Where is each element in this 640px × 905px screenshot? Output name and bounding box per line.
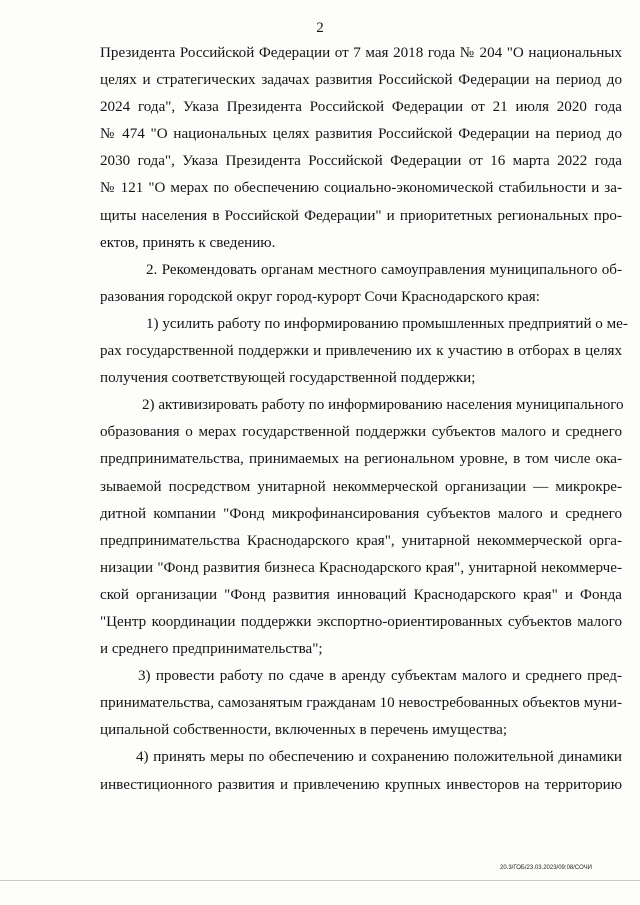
list-item-2-start: 2) активизировать работу по информированию населения муниципального bbox=[142, 397, 624, 414]
text-line: "Центр координации поддержки экспортно-ориентированных субъектов малого bbox=[100, 613, 622, 630]
text-line: дитной компании "Фонд микрофинансирования субъектов малого и среднего bbox=[100, 505, 622, 522]
text-line: № 121 "О мерах по обеспечению социально-экономической стабильности и за- bbox=[100, 180, 622, 197]
text-line: ской организации "Фонд развития инноваций Краснодарского края" и Фонда bbox=[100, 586, 622, 603]
text-line: Президента Российской Федерации от 7 мая 2018 года № 204 "О национальных bbox=[100, 45, 622, 61]
text-line: инвестиционного развития и привлечению крупных инвесторов на территорию bbox=[100, 776, 622, 793]
text-line: целях и стратегических задачах развития Российской Федерации на период до bbox=[100, 72, 622, 89]
text-line: разования городской округ город-курорт Сочи Краснодарского края: bbox=[100, 288, 540, 305]
document-body bbox=[100, 40, 628, 799]
page-number: 2 bbox=[316, 20, 324, 36]
text-line: № 474 "О национальных целях развития Российской Федерации на период до bbox=[100, 126, 622, 143]
text-line: предпринимательства Краснодарского края", унитарной некоммерческой орга- bbox=[100, 532, 622, 549]
text-line: получения соответствующей государственной поддержки; bbox=[100, 370, 476, 387]
text-line: образования о мерах государственной поддержки субъектов малого и среднего bbox=[100, 424, 622, 441]
scan-edge-divider bbox=[0, 880, 640, 881]
text-line: ципальной собственности, включенных в перечень имущества; bbox=[100, 722, 508, 739]
text-line: предпринимательства, принимаемых на региональном уровне, в том числе ока- bbox=[100, 451, 622, 468]
text-line: ектов, принять к сведению. bbox=[100, 234, 276, 251]
list-item-4-start: 4) принять меры по обеспечению и сохранению положительной динамики bbox=[136, 749, 622, 766]
text-line: принимательства, самозанятым гражданам 10 невостребованных объектов муни- bbox=[100, 695, 622, 712]
text-line: рах государственной поддержки и привлечению их к участию в отборах в целях bbox=[100, 343, 622, 360]
text-line: и среднего предпринимательства"; bbox=[100, 641, 323, 658]
text-line: зываемой посредством унитарной некоммерческой организации — микрокре- bbox=[100, 478, 622, 495]
text-line: низации "Фонд развития бизнеса Краснодарского края", унитарной некоммерче- bbox=[100, 559, 622, 576]
text-line: 2024 года", Указа Президента Российской Федерации от 21 июля 2020 года bbox=[100, 99, 622, 116]
document-registration-code: 20.3/ГОБ/23.03.2023/09:08/СОЧИ bbox=[500, 865, 592, 871]
list-item-3-start: 3) провести работу по сдаче в аренду субъектам малого и среднего пред- bbox=[138, 668, 622, 685]
list-item-1-start: 1) усилить работу по информированию промышленных предприятий о ме- bbox=[146, 315, 628, 332]
text-line: щиты населения в Российской Федерации" и приоритетных региональных про- bbox=[100, 207, 622, 224]
paragraph-2-start: 2. Рекомендовать органам местного самоуправления муниципального об- bbox=[146, 261, 622, 278]
text-line: 2030 года", Указа Президента Российской Федерации от 16 марта 2022 года bbox=[100, 153, 622, 170]
